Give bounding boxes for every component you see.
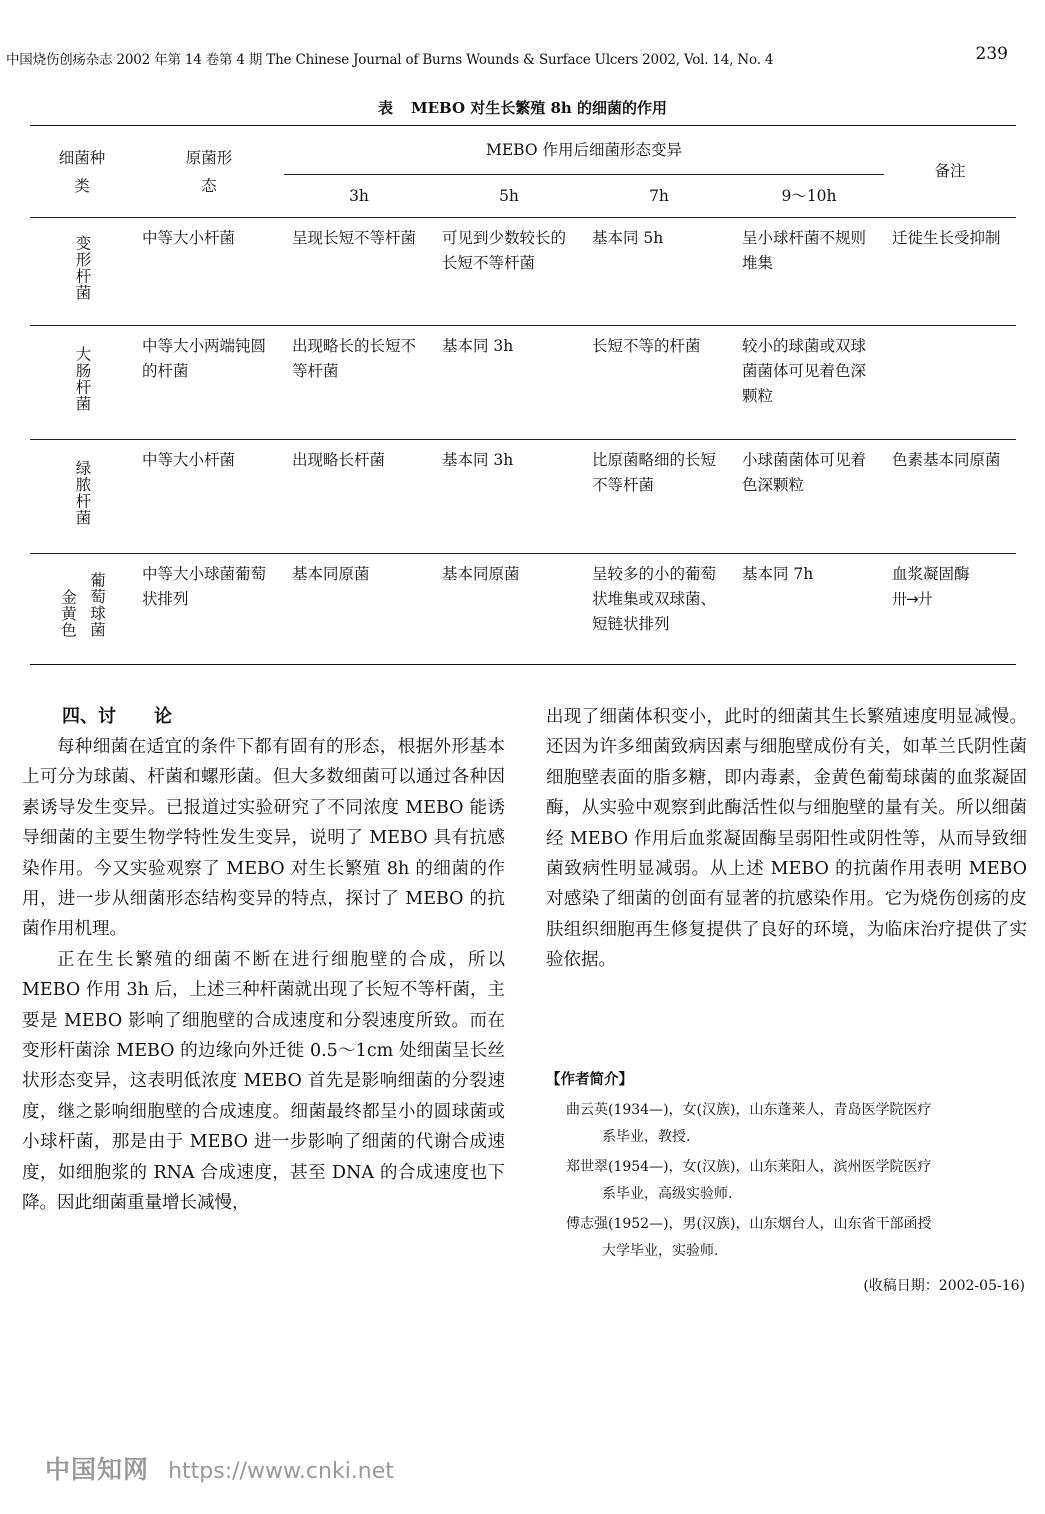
cell-9-10h: 呈小球杆菌不规则堆集 [742,229,867,272]
right-column [546,702,1027,976]
table-caption: MEBO 对生长繁殖 8h 的细菌的作用 [410,99,668,117]
received-date: (收稿日期：2002-05-16) [863,1278,1025,1294]
cell-species [30,554,134,665]
cell-9-10h: 较小的球菌或双球菌菌体可见着色深颗粒 [742,337,867,405]
cnki-url: https://www.cnki.net [168,1459,394,1484]
header-species: 细菌种类 [58,148,106,195]
paragraph: 出现了细菌体积变小，此时的细菌其生长繁殖速度明显减慢。还因为许多细菌致病因素与细胞壁成份有关，如革兰氏阴性菌细胞壁表面的脂多糖，即内毒素，金黄色葡萄球菌的血浆凝固酶，从实验中观察到此酶活性似与细胞壁的量有关。所以细菌经 MEBO 作用后血浆凝固酶呈弱阳性或阴性等，从而导致细菌致病性明显减弱。从上述 MEBO 的抗菌作用表明 MEBO 对感染了细菌的创面有显著的抗感染作用。它为烧伤创疡的皮肤组织细胞再生修复提供了良好的环境，为临床治疗提供了实验依据。 [546,707,1027,971]
header-time-3h: 3h [349,186,369,205]
header-time-7h: 7h [649,186,669,205]
species-part-b: 葡萄球菌 [88,572,106,638]
cell-9-10h: 基本同 7h [742,565,814,583]
note-line-1: 血浆凝固酶 [892,565,970,583]
author-entry: 郑世翠(1954—)，女(汉族)，山东莱阳人，滨州医学院医疗 系毕业，高级实验师. [566,1159,932,1202]
cell-species: 绿脓杆菌 [73,459,92,526]
cell-5h: 可见到少数较长的长短不等杆菌 [442,229,567,272]
cell-5h: 基本同原菌 [442,565,520,583]
section-heading: 四、讨 论 [62,706,172,727]
cell-3h: 出现略长的长短不等杆菌 [292,337,417,380]
cell-note: 迁徙生长受抑制 [892,229,1001,247]
cell-original: 中等大小杆菌 [142,229,236,247]
cell-species: 大肠杆菌 [73,345,92,412]
cell-7h: 呈较多的小的葡萄状堆集或双球菌、短链状排列 [592,565,717,633]
cell-3h: 出现略长杆菌 [292,451,386,469]
cell-5h: 基本同 3h [442,451,514,469]
header-time-5h: 5h [499,186,519,205]
table-title [0,97,1045,118]
cell-species: 变形杆菌 [73,234,92,301]
cell-note [884,326,1016,440]
cell-7h: 长短不等的杆菌 [592,337,701,355]
cell-5h: 基本同 3h [442,337,514,355]
author-entry: 傅志强(1952—)，男(汉族)，山东烟台人，山东省干部函授 大学毕业，实验师. [566,1216,932,1259]
table-row [30,554,1016,665]
note-line-2: 卅→廾 [892,590,932,608]
table-row [30,326,1016,440]
table-label: 表 [377,99,393,117]
journal-citation: 中国烧伤创疡杂志 2002 年第 14 卷第 4 期 The Chinese Journal of Burns Wounds & Surface Ulcers 2002, Vol. 14, No. 4 [6,52,774,68]
cell-7h: 基本同 5h [592,229,664,247]
header-time-9-10h: 9～10h [781,186,837,205]
author-bios [546,1068,1027,1295]
author-bios-title: 【作者简介】 [546,1072,633,1088]
running-header [6,44,1036,70]
paragraph: 每种细菌在适宜的条件下都有固有的形态，根据外形基本上可分为球菌、杆菌和螺形菌。但大多数细菌可以通过各种因素诱导发生变异。已报道过实验研究了不同浓度 MEBO 能诱导细菌的主要生物学特性发生变异，说明了 MEBO 具有抗感染作用。今又实验观察了 MEBO 对生长繁殖 8h 的细菌的作用，进一步从细菌形态结构变异的特点，探讨了 MEBO 的抗菌作用机理。 [22,737,505,940]
cnki-brand: 中国知网 [45,1455,150,1484]
author-entry: 曲云英(1934—)，女(汉族)，山东蓬莱人，青岛医学院医疗 系毕业，教授. [566,1102,932,1145]
table-row [30,440,1016,554]
results-table [30,125,1016,665]
left-column [22,702,505,1219]
cell-original: 中等大小球菌葡萄状排列 [142,565,267,608]
cell-note: 色素基本同原菌 [892,451,1001,469]
cell-original: 中等大小杆菌 [142,451,236,469]
header-mebo-group: MEBO 作用后细菌形态变异 [284,126,884,175]
cell-note [884,554,1016,665]
header-note: 备注 [934,162,966,180]
paragraph: 正在生长繁殖的细菌不断在进行细胞壁的合成，所以 MEBO 作用 3h 后，上述三种杆菌就出现了长短不等杆菌，主要是 MEBO 影响了细胞壁的合成速度和分裂速度所致。而在变形杆菌涂 MEBO 的边缘向外迁徙 0.5～1cm 处细菌呈长丝状形态变异，这表明低浓度 MEBO 首先是影响细菌的分裂速度，继之影响细胞壁的合成速度。细菌最终都呈小的圆球菌或小球杆菌，那是由于 MEBO 进一步影响了细菌的代谢合成速度，如细胞浆的 RNA 合成速度，甚至 DNA 的合成速度也下降。因此细菌重量增长减慢， [22,949,505,1214]
cell-3h: 呈现长短不等杆菌 [292,229,417,247]
cell-9-10h: 小球菌菌体可见着色深颗粒 [742,451,867,494]
cell-3h: 基本同原菌 [292,565,370,583]
watermark-footer [45,1450,394,1486]
header-original: 原菌形态 [185,148,233,195]
cell-7h: 比原菌略细的长短不等杆菌 [592,451,717,494]
cell-original: 中等大小两端钝圆的杆菌 [142,337,267,380]
species-part-a: 金黄色 [59,588,77,638]
table-row [30,218,1016,326]
page-number: 239 [975,44,1008,64]
